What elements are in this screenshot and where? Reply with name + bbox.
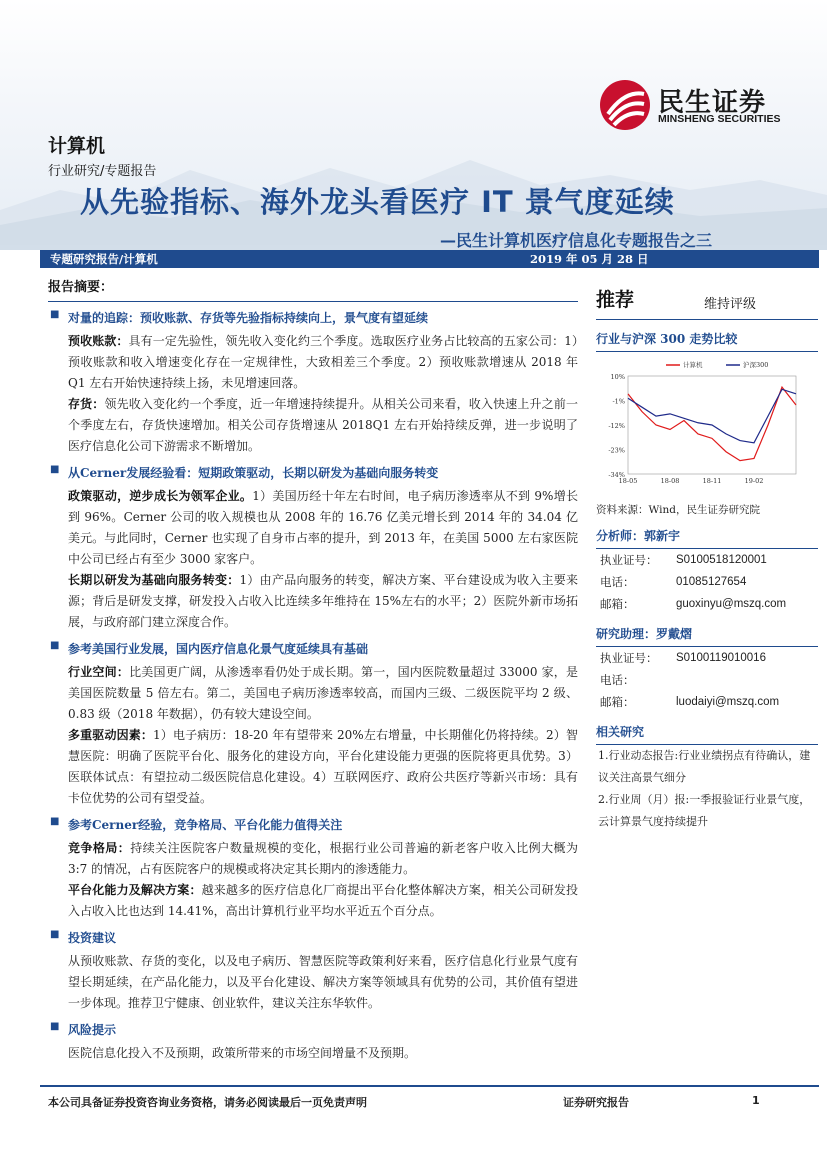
section-heading: ■ 从Cerner发展经验看：短期政策驱动，长期以研发为基础向服务转变	[48, 464, 578, 481]
summary-title: 报告摘要：	[48, 280, 114, 295]
rating-note: 维持评级	[704, 297, 757, 312]
contact-value: luodaiyi@mszq.com	[676, 696, 780, 708]
contact-value: S0100119010016	[676, 652, 766, 664]
contact-key: 电话：	[600, 575, 635, 589]
paragraph-lead: 存货：	[68, 397, 105, 411]
section-paragraph: 平台化能力及解决方案：越来越多的医疗信息化厂商提出平台化整体解决方案，相关公司研发投入占收入比也达到 14.41%，高出计算机行业平均水平近五个百分点。	[68, 883, 578, 918]
paragraph-lead: 平台化能力及解决方案：	[68, 883, 202, 897]
contact-row	[596, 669, 818, 691]
section-heading: ■ 对量的追踪：预收账款、存货等先验指标持续向上，景气度有望延续	[48, 309, 578, 326]
section-paragraph: 长期以研发为基础向服务转变：1）由产品向服务的转变，解决方案、平台建设成为收入主要来源；背后是研发支撑，研发投入占收入比连续多年维持在 15%左右的水平；2）医院外新市场拓展，与政府部门建立深度合作。	[68, 573, 578, 629]
logo-mark-icon	[600, 80, 650, 130]
related-heading: 相关研究	[596, 723, 818, 745]
y-tick-label: -12%	[608, 422, 625, 430]
footer-disclaimer: 本公司具备证券投资咨询业务资格，请务必阅读最后一页免责声明	[48, 1096, 367, 1109]
band-category: 专题研究报告/计算机	[50, 252, 158, 266]
paragraph-lead: 行业空间：	[68, 665, 130, 679]
related-item: 1.行业动态报告:行业业绩拐点有待确认，建议关注高景气细分	[598, 749, 811, 784]
chart-source: 资料来源：Wind，民生证券研究院	[596, 504, 760, 516]
x-tick-label: 19-02	[744, 477, 764, 485]
sidebar	[596, 285, 818, 833]
contact-row	[596, 593, 818, 615]
paragraph-lead: 竞争格局：	[68, 841, 131, 855]
report-title: 从先验指标、海外龙头看医疗 IT 景气度延续	[80, 185, 675, 219]
section-paragraph: 行业空间：比美国更广阔，从渗透率看仍处于成长期。第一，国内医院数量超过 33000 家，是美国医院数量 5 倍左右。第二，美国电子病历渗透率较高，而国内三级、二级医院平均 2 级、0.83 级（2018 年数据），仍有较大建设空间。	[68, 665, 578, 721]
trend-chart	[596, 356, 818, 496]
contact-value: S0100518120001	[676, 554, 767, 566]
header-band	[40, 250, 819, 268]
contact-key: 邮箱：	[600, 597, 635, 611]
related-list	[596, 745, 818, 833]
paragraph-lead: 预收账款：	[68, 334, 129, 348]
rating-box	[596, 285, 818, 320]
trend-chart-svg	[596, 356, 818, 496]
footer-type: 证券研究报告	[563, 1096, 629, 1109]
section-heading: ■ 风险提示	[48, 1021, 578, 1038]
report-subtitle: —民生计算机医疗信息化专题报告之三	[440, 231, 713, 250]
related-item: 2.行业周（月）报:一季报验证行业景气度，云计算景气度持续提升	[598, 793, 811, 828]
paragraph-lead: 多重驱动因素：	[68, 728, 154, 742]
section-paragraph: 存货：领先收入变化约一个季度，近一年增速持续提升。从相关公司来看，收入快速上升之前一个季度左右，存货快速增加。相关公司存货增速从 2018Q1 左右开始持续反弹，进一步说明了医疗信息化公司下游需求不断增加。	[68, 397, 578, 453]
rating-value: 推荐	[596, 289, 635, 311]
y-tick-label: 10%	[610, 373, 625, 381]
page-number: 1	[752, 1094, 760, 1107]
legend-label: 沪深300	[743, 361, 769, 369]
section-heading: ■ 参考Cerner经验，竞争格局、平台化能力值得关注	[48, 816, 578, 833]
assistant-info	[596, 647, 818, 713]
section-heading: ■ 投资建议	[48, 929, 578, 946]
assistant-heading: 研究助理：罗戴熠	[596, 625, 818, 647]
contact-row	[596, 571, 818, 593]
contact-key: 执业证号：	[600, 651, 658, 665]
paragraph-lead: 政策驱动，逆步成长为领军企业。	[68, 489, 253, 503]
y-tick-label: -1%	[612, 397, 625, 406]
contact-value: 01085127654	[676, 576, 747, 588]
footer-divider	[40, 1085, 819, 1087]
band-date: 2019 年 05 月 28 日	[530, 252, 649, 266]
section-paragraph: 多重驱动因素：1）电子病历：18-20 年有望带来 20%左右增量，中长期催化仍将持续。2）智慧医院：明确了医院平台化、服务化的建设方向，平台化建设能力更强的医院将更具优势。3）医联体试点：有望拉动二级医院信息化建设。4）互联网医疗、政府公共医疗等新兴市场：具有卡位优势的公司有望受益。	[68, 728, 578, 805]
analyst-info	[596, 549, 818, 615]
contact-row	[596, 647, 818, 669]
sector-label: 计算机	[48, 135, 106, 157]
chart-heading: 行业与沪深 300 走势比较	[596, 330, 818, 352]
contact-key: 电话：	[600, 673, 635, 687]
x-tick-label: 18-08	[660, 477, 680, 485]
summary-sections	[48, 309, 578, 1064]
contact-value: guoxinyu@mszq.com	[676, 598, 787, 610]
section-paragraph: 医院信息化投入不及预期，政策所带来的市场空间增量不及预期。	[68, 1046, 417, 1060]
contact-key: 邮箱：	[600, 695, 635, 709]
contact-key: 执业证号：	[600, 553, 658, 567]
y-tick-label: -34%	[608, 471, 625, 479]
contact-row	[596, 549, 818, 571]
summary-column	[48, 276, 578, 1064]
section-heading: ■ 参考美国行业发展，国内医疗信息化景气度延续具有基础	[48, 640, 578, 657]
section-paragraph: 预收账款：具有一定先验性，领先收入变化约三个季度。选取医疗业务占比较高的五家公司：1）预收账款和收入增速变化存在一定规律性，大致相差三个季度。2）预收账款增速从 2018 年 Q1 左右开始快速持续上扬，未见增速回落。	[68, 334, 578, 390]
analyst-heading: 分析师：郭新宇	[596, 527, 818, 549]
section-paragraph: 竞争格局：持续关注医院客户数量规模的变化，根据行业公司普遍的新老客户收入比例大概为 3:7 的情况，占有医院客户的规模或将决定其长期内的渗透能力。	[68, 841, 578, 876]
company-logo	[600, 80, 800, 132]
report-type-label: 行业研究/专题报告	[48, 164, 157, 179]
logo-chinese-name: 民生证券	[658, 87, 767, 117]
paragraph-lead: 长期以研发为基础向服务转变：	[68, 573, 240, 587]
y-tick-label: -23%	[608, 446, 625, 455]
section-paragraph: 政策驱动，逆步成长为领军企业。1）美国历经十年左右时间，电子病历渗透率从不到 9%增长到 96%。Cerner 公司的收入规模也从 2008 年的 16.76 亿美元增长到 2014 年的 34.04 亿美元。与此同时，Cerner 也实现了自身市占率的提升，到 2013 年，在美国 5000 左右家医院中公司已经占有至少 3000 家客户。	[68, 489, 578, 566]
x-tick-label: 18-11	[702, 477, 722, 485]
x-tick-label: 18-05	[618, 477, 638, 485]
summary-divider	[48, 301, 578, 302]
contact-row	[596, 691, 818, 713]
series-line-industry	[628, 387, 796, 461]
legend-label: 计算机	[683, 361, 703, 369]
section-paragraph: 从预收账款、存货的变化，以及电子病历、智慧医院等政策利好来看，医疗信息化行业景气度有望长期延续，在产品化能力，以及平台化建设、解决方案等领域具有优势的公司，其价值有望进一步体现。推荐卫宁健康、创业软件，建议关注东华软件。	[68, 954, 578, 1010]
logo-english-name: MINSHENG SECURITIES	[658, 113, 781, 125]
